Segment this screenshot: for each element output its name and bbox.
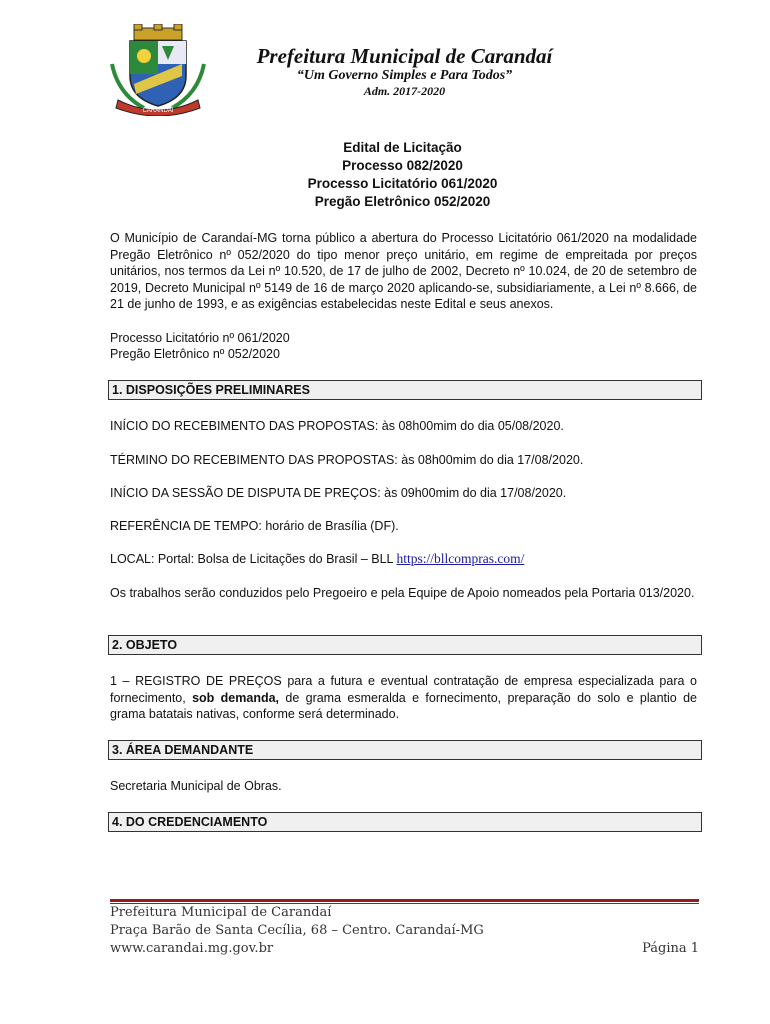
inicio-recebimento-propostas: INÍCIO DO RECEBIMENTO DAS PROPOSTAS: às 08h00mim do dia 05/08/2020.	[110, 419, 564, 433]
section-heading-objeto: 2. OBJETO	[108, 635, 702, 655]
objeto-text-a: 1 – REGISTRO DE PREÇOS para a futura e eventual contratação de empresa especializada para o fornecimento,	[110, 674, 697, 705]
objeto-text-b: de grama esmeralda e fornecimento, preparação do solo e plantio de grama batatais nativas, conforme será determinado.	[110, 690, 697, 722]
footer-bottom-row	[110, 940, 699, 958]
termino-recebimento-propostas: TÉRMINO DO RECEBIMENTO DAS PROPOSTAS: às 08h00mim do dia 17/08/2020.	[110, 453, 584, 467]
section-heading-area-demandante: 3. ÁREA DEMANDANTE	[108, 740, 702, 760]
objeto-paragraph	[110, 673, 697, 723]
letterhead	[232, 44, 577, 99]
reference-pregao-eletronico: Pregão Eletrônico nº 052/2020	[110, 347, 280, 361]
municipal-crest-logo	[104, 24, 212, 116]
title-line-processo: Processo 082/2020	[342, 158, 463, 173]
reference-processo-licitatorio: Processo Licitatório nº 061/2020	[110, 331, 290, 345]
area-demandante-text: Secretaria Municipal de Obras.	[110, 779, 282, 793]
bll-compras-link[interactable]: https://bllcompras.com/	[396, 551, 525, 566]
referencia-tempo: REFERÊNCIA DE TEMPO: horário de Brasília (DF).	[110, 519, 399, 533]
section-heading-disposicoes-preliminares: 1. DISPOSIÇÕES PRELIMINARES	[108, 380, 702, 400]
letterhead-title: Prefeitura Municipal de Carandaí	[256, 44, 553, 68]
title-line-pregao: Pregão Eletrônico 052/2020	[314, 194, 491, 209]
letterhead-administration: Adm. 2017-2020	[363, 84, 446, 98]
title-line-processo-licitatorio: Processo Licitatório 061/2020	[307, 176, 498, 191]
footer-rule-thick	[110, 899, 699, 902]
local-label: LOCAL: Portal: Bolsa de Licitações do Brasil – BLL	[110, 552, 394, 566]
footer-institution: Prefeitura Municipal de Carandaí	[110, 905, 332, 920]
page-footer	[110, 904, 699, 958]
footer-page-number: Página 1	[642, 941, 699, 956]
intro-paragraph: O Município de Carandaí-MG torna público a abertura do Processo Licitatório 061/2020 na modalidade Pregão Eletrônico nº 052/2020 do tipo menor preço unitário, em regime de empreitada por preços unitários, nos termos da Lei nº 10.520, de 17 de julho de 2002, Decreto nº 10.024, de 20 de setembro de 2019, Decreto Municipal nº 5149 de 16 de março 2020 aplicando-se, subsidiariamente, a Lei nº 8.666, de 21 de junho de 1993, e as exigências estabelecidas neste Edital e seus anexos.	[110, 231, 697, 312]
footer-address: Praça Barão de Santa Cecília, 68 – Centro. Carandaí-MG	[110, 923, 484, 938]
trabalhos-paragraph: Os trabalhos serão conduzidos pelo Pregoeiro e pela Equipe de Apoio nomeados pela Portaria 013/2020.	[110, 586, 695, 600]
letterhead-slogan: “Um Governo Simples e Para Todos”	[296, 68, 513, 83]
inicio-sessao-disputa: INÍCIO DA SESSÃO DE DISPUTA DE PREÇOS: às 09h00mim do dia 17/08/2020.	[110, 486, 567, 500]
section-heading-credenciamento: 4. DO CREDENCIAMENTO	[108, 812, 702, 832]
footer-website: www.carandai.mg.gov.br	[110, 941, 274, 956]
local-line	[110, 551, 697, 567]
document-title-block	[110, 139, 695, 211]
title-line-edital: Edital de Licitação	[343, 140, 462, 155]
objeto-text-bold: sob demanda,	[192, 690, 280, 705]
crest-ribbon-text: CARANDAÍ	[142, 108, 174, 114]
